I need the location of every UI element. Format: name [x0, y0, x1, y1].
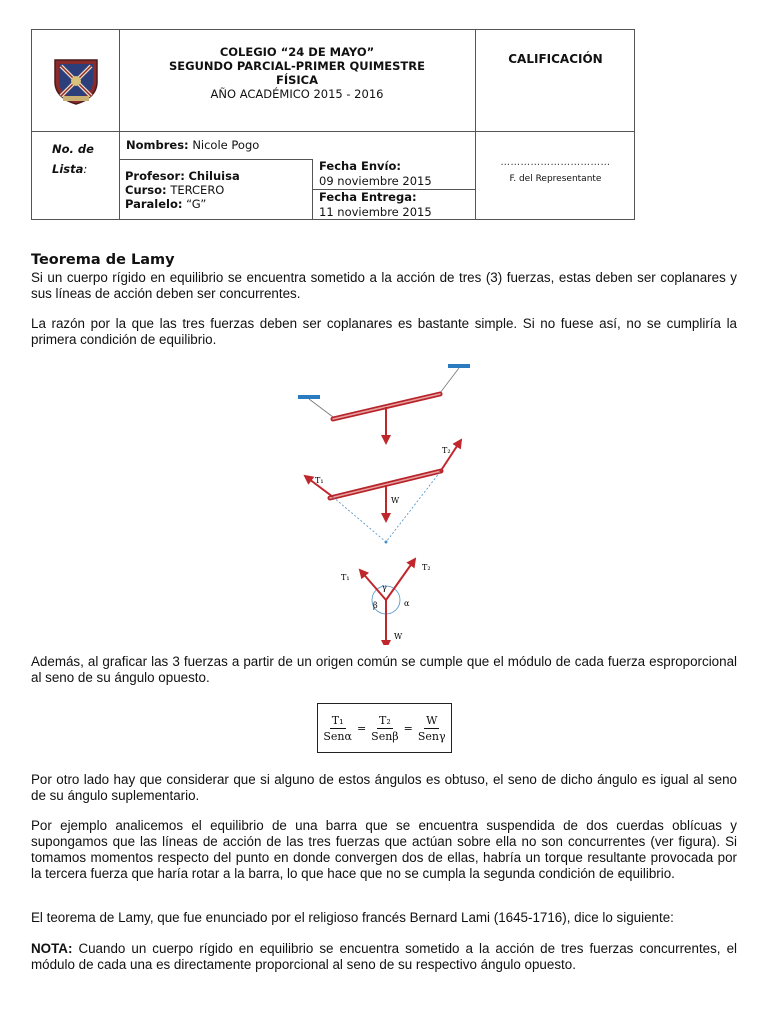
teacher-label: Profesor:: [125, 169, 185, 183]
fraction-t2-denominator: Senβ: [371, 729, 399, 743]
paragraph-4: Por otro lado hay que considerar que si alguno de estos ángulos es obtuso, el seno de dicho ángulo es igual al seno de su ángulo suplementario.: [31, 772, 737, 803]
signature-label: F. del Representante: [509, 174, 602, 184]
fraction-t1-denominator: Senα: [323, 729, 352, 743]
school-crest: [32, 30, 119, 131]
alpha-label: α: [404, 599, 410, 608]
paragraph-5: Por ejemplo analicemos el equilibrio de una barra que se encuentra suspendida de dos cuerdas oblícuas y supongamos que las líneas de acción de las tres fuerzas que actúan sobre ella no son concurrentes (ver figura). Si tomamos momentos respecto del punto en donde convergen dos de ellas, habría un torque resultante provocada por la tercera fuerza que haría rotar a la barra, lo que hace que no se cumpla la segunda condición de equilibrio.: [31, 818, 737, 881]
crest-icon: [51, 56, 101, 106]
school-name: COLEGIO “24 DE MAYO”: [219, 45, 375, 59]
fraction-t2-numerator: T₂: [379, 713, 391, 727]
student-name-cell: [119, 131, 475, 159]
due-date-label: Fecha Entrega:: [319, 190, 417, 204]
forces-bar-diagram: [305, 440, 461, 544]
left-rope: [309, 399, 333, 417]
lamy-figure: [280, 355, 480, 645]
fraction-t2: [369, 714, 401, 743]
student-name-value: Nicole Pogo: [192, 138, 260, 152]
sent-date-value: 09 noviembre 2015: [319, 174, 432, 188]
gamma-label: γ: [382, 583, 387, 592]
paragraph-3: Además, al graficar las 3 fuerzas a partir de un origen común se cumple que el módulo de cada fuerza esproporcional al seno de su ángulo opuesto.: [31, 654, 737, 685]
note-label: NOTA:: [31, 941, 73, 956]
t2-arrow-middle: [440, 440, 461, 472]
due-date-value: 11 noviembre 2015: [319, 205, 432, 219]
paragraph-6: El teorema de Lamy, que fue enunciado por el religioso francés Bernard Lami (1645-1716), dice lo siguiente:: [31, 910, 674, 925]
w-label-middle: W: [391, 496, 400, 505]
w-label-bottom: W: [394, 632, 403, 641]
lamy-formula: [317, 703, 452, 753]
grade-cell: [475, 30, 636, 131]
academic-year: AÑO ACADÉMICO 2015 - 2016: [210, 87, 384, 101]
subject-name: FÍSICA: [275, 73, 319, 87]
fraction-w-numerator: W: [426, 713, 438, 727]
exam-name: SEGUNDO PARCIAL-PRIMER QUIMESTRE: [169, 59, 425, 73]
fraction-t1: [321, 714, 354, 743]
parallel-value: “G”: [186, 197, 207, 211]
list-number-label: No. de: [52, 142, 94, 156]
paragraph-1: Si un cuerpo rígido en equilibrio se encuentra sometido a la acción de tres (3) fuerzas, estas deben ser coplanares y sus líneas de acción deben ser concurrentes.: [31, 270, 737, 301]
fraction-w-denominator: Senγ: [417, 729, 446, 743]
t2-label-bottom: T₂: [422, 563, 431, 572]
right-rope: [440, 368, 459, 393]
fraction-w: [416, 714, 448, 743]
beta-label: β: [373, 601, 378, 610]
note-paragraph: [31, 941, 737, 973]
teacher-value: Chiluisa: [188, 169, 240, 183]
signature-line: ……………………………: [500, 157, 611, 168]
concurrent-forces-diagram: [341, 559, 431, 645]
school-title: [119, 30, 475, 131]
t1-label-bottom: T₁: [341, 573, 350, 582]
course-label: Curso:: [125, 183, 167, 197]
course-value: TERCERO: [170, 183, 225, 197]
signature-cell: [475, 131, 636, 221]
t1-line-of-action: [333, 497, 386, 542]
parallel-label: Paralelo:: [125, 197, 183, 211]
sent-date-cell: [312, 159, 475, 189]
paragraph-2: La razón por la que las tres fuerzas deben ser coplanares es bastante simple. Si no fuese así, no se cumpliría la primera condición de equilibrio.: [31, 316, 737, 347]
fraction-t1-numerator: T₁: [331, 713, 344, 727]
due-date-cell: [312, 189, 475, 221]
equals-sign-2: =: [403, 721, 413, 735]
list-number-cell: No. de Lista:: [32, 131, 119, 221]
equals-sign-1: =: [356, 721, 367, 735]
section-title: Teorema de Lamy: [31, 252, 175, 268]
grade-label: CALIFICACIÓN: [508, 52, 603, 66]
sent-date-label: Fecha Envío:: [319, 159, 401, 173]
note-text: Cuando un cuerpo rígido en equilibrio se encuentra sometido a la acción de tres fuerzas concurrentes, el módulo de cada una es directamente proporcional al seno de su respectivo ángulo opuesto.: [31, 941, 737, 972]
t1-label-middle: T₁: [315, 476, 324, 485]
list-number-label-2: Lista: [52, 162, 84, 176]
teacher-cell: [119, 159, 312, 221]
header-table: [31, 29, 635, 220]
t2-arrow-bottom: [386, 559, 415, 600]
t2-label-middle: T₂: [442, 446, 451, 455]
suspended-bar-diagram: [298, 366, 470, 443]
student-name-label: Nombres:: [126, 138, 189, 152]
